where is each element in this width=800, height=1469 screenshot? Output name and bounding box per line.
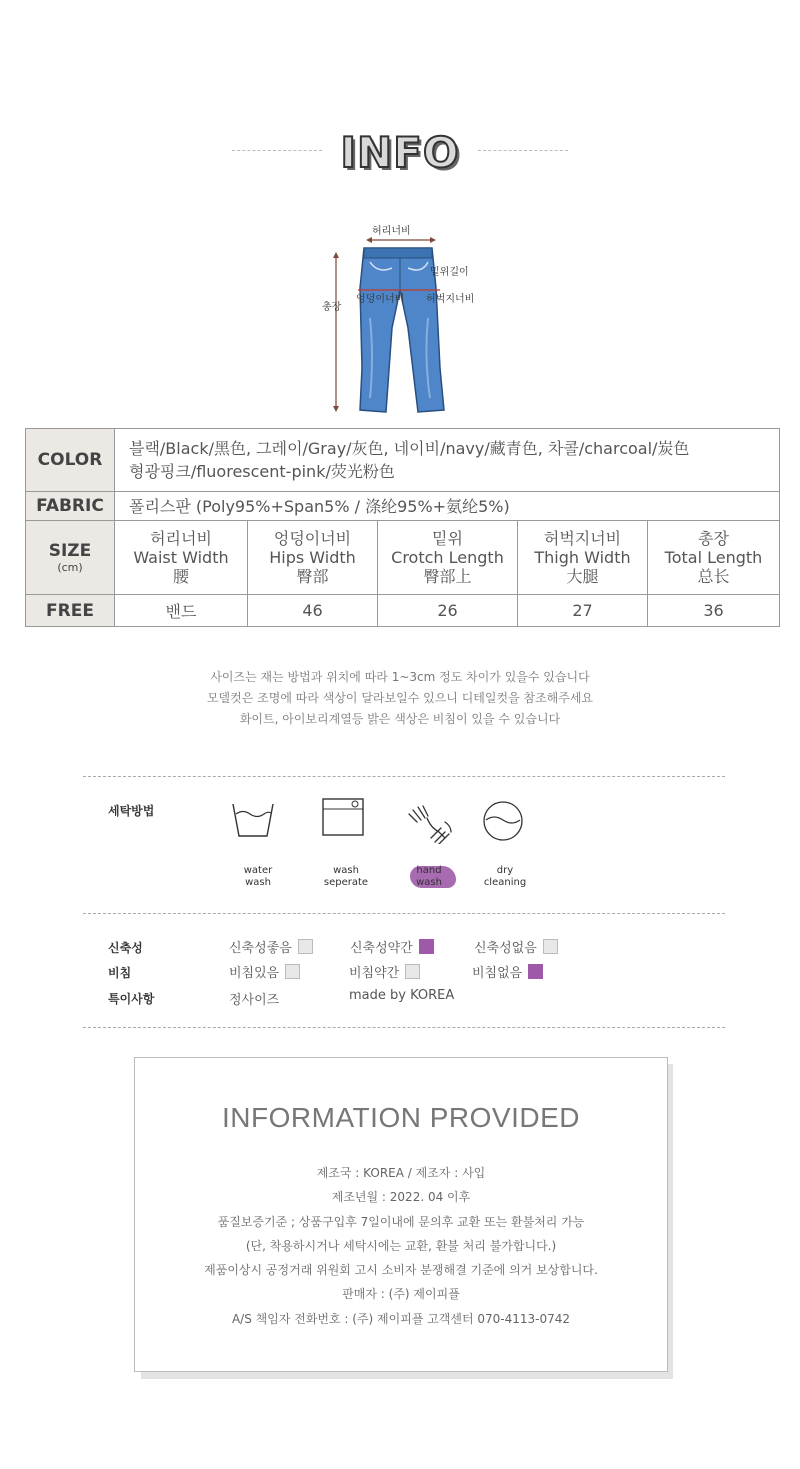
fabric-label: FABRIC xyxy=(26,492,115,521)
column-header-ko: 허리너비 xyxy=(150,529,212,548)
fabric-row xyxy=(26,492,780,521)
caption-line: wash xyxy=(333,865,359,876)
page-title: INFO xyxy=(340,128,460,177)
checkbox-indicator xyxy=(298,939,313,954)
checkbox-indicator xyxy=(285,964,300,979)
info-line: A/S 책임자 전화번호 : (주) 제이피플 고객센터 070-4113-0742 xyxy=(231,1311,571,1326)
info-line: 제품이상시 공정거래 위원회 고시 소비자 분쟁해결 기준에 의거 보상합니다. xyxy=(204,1263,598,1278)
info-lines xyxy=(135,1161,667,1331)
column-header-en: Crotch Length xyxy=(391,548,504,567)
stretch-option-good xyxy=(229,937,313,956)
option-label: 비침있음 xyxy=(229,966,280,981)
free-value-crotch: 26 xyxy=(378,595,518,627)
checkbox-indicator-selected xyxy=(528,964,543,979)
note-line: 화이트, 아이보리계열등 밝은 색상은 비침이 있을 수 있습니다 xyxy=(239,712,561,726)
free-value-waist: 밴드 xyxy=(115,595,248,627)
checkbox-indicator xyxy=(405,964,420,979)
divider xyxy=(83,913,725,914)
column-header-ko: 엉덩이너비 xyxy=(273,529,352,548)
dry-cleaning-caption xyxy=(465,865,545,889)
option-label: 비침약간 xyxy=(349,966,400,981)
info-line: 제조국 : KOREA / 제조자 : 사입 xyxy=(316,1166,486,1180)
free-label: FREE xyxy=(26,595,115,627)
column-header-en: Total Length xyxy=(664,548,763,567)
fabric-value: 폴리스판 (Poly95%+Span5% / 涤纶95%+氨纶5%) xyxy=(115,492,780,521)
jeans-illustration xyxy=(300,218,500,418)
color-line-1: 블랙/Black/黑色, 그레이/Gray/灰色, 네이비/navy/藏青色, 차콜/charcoal/炭色 xyxy=(129,439,690,458)
caption-line: dry xyxy=(496,865,514,876)
caption-line: water xyxy=(243,865,273,876)
thigh-label: 허벅지너비 xyxy=(426,294,475,305)
color-line-2: 형광핑크/fluorescent-pink/荧光粉色 xyxy=(129,462,395,481)
stretch-label: 신축성 xyxy=(108,941,143,955)
free-value-hips: 46 xyxy=(248,595,378,627)
option-label: 비침없음 xyxy=(472,966,523,981)
special-value-size: 정사이즈 xyxy=(229,993,280,1008)
column-header-en: Hips Width xyxy=(269,548,356,567)
column-header-en: Thigh Width xyxy=(534,548,631,567)
column-header-zh: 臀部 xyxy=(296,567,329,586)
checkbox-indicator xyxy=(543,939,558,954)
stretch-option-none xyxy=(474,937,558,956)
column-header-ko: 허벅지너비 xyxy=(543,529,622,548)
column-header-en: Waist Width xyxy=(133,548,229,567)
title-divider-right xyxy=(478,150,568,151)
special-label: 특이사항 xyxy=(108,992,155,1006)
column-header-zh: 大腿 xyxy=(566,567,599,586)
option-label: 신축성약간 xyxy=(350,941,413,956)
hand-wash-icon xyxy=(405,798,455,844)
hand-wash-caption xyxy=(389,865,469,889)
column-header-waist xyxy=(115,521,248,595)
size-label xyxy=(26,521,115,595)
color-label: COLOR xyxy=(26,429,115,492)
jeans-measurement-figure xyxy=(300,218,500,418)
column-header-zh: 腰 xyxy=(172,567,189,586)
wash-method-label: 세탁방법 xyxy=(108,804,155,818)
info-line: 제조년월 : 2022. 04 이후 xyxy=(331,1190,471,1205)
divider xyxy=(83,1027,725,1028)
column-header-hips xyxy=(248,521,378,595)
sheer-option-none xyxy=(472,962,543,981)
caption-line: wash xyxy=(416,877,442,888)
caption-line: hand xyxy=(416,865,442,876)
dry-cleaning-icon xyxy=(482,800,524,842)
info-title: INFORMATION PROVIDED xyxy=(222,1102,580,1133)
column-header-crotch xyxy=(378,521,518,595)
washing-machine-icon xyxy=(322,798,364,836)
column-header-thigh xyxy=(518,521,648,595)
color-row xyxy=(26,429,780,492)
column-header-length xyxy=(648,521,780,595)
special-value-origin: made by KOREA xyxy=(349,988,455,1003)
crotch-label: 밑위길이 xyxy=(430,267,469,278)
checkbox-indicator-selected xyxy=(419,939,434,954)
color-values xyxy=(115,429,780,492)
free-size-row xyxy=(26,595,780,627)
note-line: 모델컷은 조명에 따라 색상이 달라보일수 있으니 디테일컷을 참조해주세요 xyxy=(206,691,594,705)
caption-line: cleaning xyxy=(483,877,527,888)
info-line: 판매자 : (주) 제이피플 xyxy=(342,1287,460,1302)
information-provided-box xyxy=(134,1057,668,1372)
info-header xyxy=(0,128,800,178)
free-value-thigh: 27 xyxy=(518,595,648,627)
size-label-text: SIZE xyxy=(48,541,92,561)
info-line: (단, 착용하시거나 세탁시에는 교환, 환불 처리 불가합니다.) xyxy=(245,1238,557,1253)
caption-line: seperate xyxy=(323,877,369,888)
hips-label: 엉덩이너비 xyxy=(356,294,405,305)
column-header-zh: 总长 xyxy=(697,567,730,586)
caption-line: wash xyxy=(245,877,271,888)
option-label: 신축성좋음 xyxy=(229,941,292,956)
info-line: 품질보증기준 ; 상품구입후 7일이내에 문의후 교환 또는 환불처리 가능 xyxy=(217,1214,585,1229)
size-header-row xyxy=(26,521,780,595)
sheer-option-slight xyxy=(349,962,420,981)
note-line: 사이즈는 재는 방법과 위치에 따라 1~3cm 정도 차이가 있을수 있습니다 xyxy=(210,670,590,684)
water-wash-caption xyxy=(218,865,298,889)
stretch-option-slight xyxy=(350,937,434,956)
divider xyxy=(83,776,725,777)
waist-label: 허리너비 xyxy=(372,226,411,237)
column-header-ko: 총장 xyxy=(698,529,729,548)
option-label: 신축성없음 xyxy=(474,941,537,956)
size-spec-table xyxy=(25,428,780,627)
sheer-label: 비침 xyxy=(108,966,132,980)
length-label: 총장 xyxy=(322,302,342,313)
size-notes xyxy=(0,667,800,730)
wash-seperate-caption xyxy=(306,865,386,889)
free-value-length: 36 xyxy=(648,595,780,627)
sheer-option-yes xyxy=(229,962,300,981)
water-wash-icon xyxy=(230,800,276,840)
column-header-zh: 臀部上 xyxy=(423,567,472,586)
size-unit: (cm) xyxy=(57,561,83,574)
column-header-ko: 밑위 xyxy=(432,529,463,548)
